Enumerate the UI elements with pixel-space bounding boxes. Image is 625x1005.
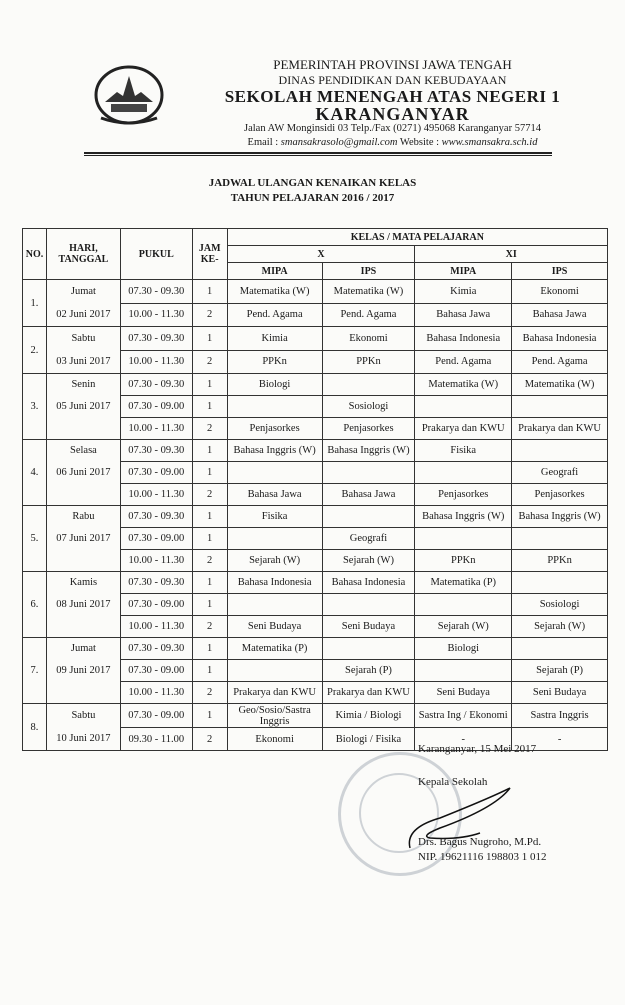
subject-xi-mipa (415, 528, 512, 550)
subject-xi-mipa: Bahasa Jawa (415, 303, 512, 327)
session-number: 1 (192, 440, 227, 462)
session-number: 1 (192, 506, 227, 528)
subject-x-ips: Ekonomi (322, 327, 415, 351)
exam-time: 10.00 - 11.30 (120, 682, 192, 704)
exam-time: 07.30 - 09.30 (120, 572, 192, 594)
subject-xi-mipa (415, 660, 512, 682)
session-number: 1 (192, 462, 227, 484)
subject-x-ips: Bahasa Indonesia (322, 572, 415, 594)
header-no: NO. (23, 229, 47, 280)
subject-xi-mipa (415, 594, 512, 616)
header-class-x: X (227, 246, 415, 263)
subject-xi-ips (512, 440, 608, 462)
exam-time: 07.30 - 09.30 (120, 280, 192, 304)
signer-name: Drs. Bagus Nugroho, M.Pd. (418, 836, 542, 848)
session-number: 1 (192, 396, 227, 418)
day-number: 2. (23, 327, 47, 374)
subject-xi-ips: Matematika (W) (512, 374, 608, 396)
subject-xi-ips: Geografi (512, 462, 608, 484)
day-number: 6. (23, 572, 47, 638)
session-number: 2 (192, 350, 227, 374)
day-number: 7. (23, 638, 47, 704)
exam-date: 07 Juni 2017 (56, 533, 111, 544)
subject-x-mipa: Geo/Sosio/Sastra Inggris (227, 704, 322, 728)
subject-x-ips (322, 506, 415, 528)
table-row (23, 506, 608, 528)
document-subtitle: TAHUN PELAJARAN 2016 / 2017 (230, 192, 395, 204)
subject-xi-ips: Prakarya dan KWU (512, 418, 608, 440)
header-xi-ips: IPS (512, 263, 608, 280)
header-xi-mipa: MIPA (415, 263, 512, 280)
session-number: 2 (192, 616, 227, 638)
day-date-cell (46, 440, 120, 506)
header-jam-ke: JAM KE- (192, 229, 227, 280)
day-name: Sabtu (71, 710, 96, 721)
subject-xi-ips (512, 572, 608, 594)
signer-position: Kepala Sekolah (418, 776, 488, 788)
header-kelas: KELAS / MATA PELAJARAN (227, 229, 607, 246)
subject-xi-mipa: Sastra Ing / Ekonomi (415, 704, 512, 728)
subject-xi-mipa: Matematika (W) (415, 374, 512, 396)
subject-xi-mipa: Bahasa Inggris (W) (415, 506, 512, 528)
subject-x-ips: Matematika (W) (322, 280, 415, 304)
subject-x-ips: Sejarah (P) (322, 660, 415, 682)
subject-xi-ips: Pend. Agama (512, 350, 608, 374)
table-row (23, 704, 608, 728)
subject-x-ips: Penjasorkes (322, 418, 415, 440)
header-x-ips: IPS (322, 263, 415, 280)
day-number: 4. (23, 440, 47, 506)
session-number: 1 (192, 638, 227, 660)
exam-time: 07.30 - 09.00 (120, 396, 192, 418)
day-name: Jumat (70, 286, 96, 297)
school-city: KARANGANYAR (315, 104, 470, 124)
subject-x-mipa: Matematika (W) (227, 280, 322, 304)
subject-xi-mipa: Bahasa Indonesia (415, 327, 512, 351)
subject-xi-mipa: Pend. Agama (415, 350, 512, 374)
day-name: Sabtu (71, 333, 96, 344)
exam-time: 07.30 - 09.00 (120, 528, 192, 550)
subject-xi-ips: Bahasa Jawa (512, 303, 608, 327)
table-row (23, 327, 608, 351)
subject-xi-mipa: Seni Budaya (415, 682, 512, 704)
subject-x-mipa: Bahasa Inggris (W) (227, 440, 322, 462)
subject-xi-ips: Sejarah (W) (512, 616, 608, 638)
subject-xi-mipa: Biologi (415, 638, 512, 660)
subject-xi-ips: Sosiologi (512, 594, 608, 616)
subject-x-mipa: Pend. Agama (227, 303, 322, 327)
subject-xi-mipa: PPKn (415, 550, 512, 572)
subject-x-ips: Bahasa Jawa (322, 484, 415, 506)
subject-x-ips: Pend. Agama (322, 303, 415, 327)
school-name: SEKOLAH MENENGAH ATAS NEGERI 1 (224, 87, 561, 106)
letterhead-divider (84, 152, 552, 156)
subject-x-mipa (227, 462, 322, 484)
exam-time: 07.30 - 09.30 (120, 374, 192, 396)
subject-x-mipa: Bahasa Indonesia (227, 572, 322, 594)
session-number: 1 (192, 704, 227, 728)
subject-x-mipa (227, 660, 322, 682)
subject-xi-ips: Sejarah (P) (512, 660, 608, 682)
subject-x-mipa (227, 396, 322, 418)
email: smansakrasolo@gmail.com (280, 137, 398, 148)
day-date-cell (46, 638, 120, 704)
exam-time: 10.00 - 11.30 (120, 550, 192, 572)
email-label: Email : (247, 137, 281, 148)
table-row (23, 280, 608, 304)
exam-time: 07.30 - 09.00 (120, 594, 192, 616)
subject-xi-ips (512, 396, 608, 418)
exam-schedule-table (22, 228, 608, 751)
subject-xi-mipa: Fisika (415, 440, 512, 462)
exam-time: 07.30 - 09.30 (120, 638, 192, 660)
exam-time: 10.00 - 11.30 (120, 616, 192, 638)
subject-x-ips (322, 374, 415, 396)
session-number: 1 (192, 660, 227, 682)
subject-x-ips (322, 594, 415, 616)
exam-date: 10 Juni 2017 (56, 733, 111, 744)
subject-x-ips: PPKn (322, 350, 415, 374)
subject-xi-mipa (415, 396, 512, 418)
subject-x-mipa: Matematika (P) (227, 638, 322, 660)
subject-x-mipa: Bahasa Jawa (227, 484, 322, 506)
subject-xi-ips: PPKn (512, 550, 608, 572)
session-number: 2 (192, 303, 227, 327)
day-date-cell (46, 506, 120, 572)
subject-x-mipa: Kimia (227, 327, 322, 351)
exam-time: 07.30 - 09.30 (120, 327, 192, 351)
day-number: 3. (23, 374, 47, 440)
subject-x-ips: Seni Budaya (322, 616, 415, 638)
subject-x-ips: Bahasa Inggris (W) (322, 440, 415, 462)
exam-time: 10.00 - 11.30 (120, 418, 192, 440)
session-number: 1 (192, 528, 227, 550)
subject-x-ips: Kimia / Biologi (322, 704, 415, 728)
school-address: Jalan AW Monginsidi 03 Telp./Fax (0271) 495068 Karanganyar 57714 (244, 123, 541, 134)
subject-xi-ips: Bahasa Inggris (W) (512, 506, 608, 528)
day-name: Jumat (70, 643, 96, 654)
exam-date: 08 Juni 2017 (56, 599, 111, 610)
exam-time: 10.00 - 11.30 (120, 484, 192, 506)
exam-time: 10.00 - 11.30 (120, 350, 192, 374)
subject-x-mipa (227, 528, 322, 550)
exam-date: 02 Juni 2017 (56, 309, 111, 320)
header-pukul: PUKUL (120, 229, 192, 280)
subject-xi-ips: Seni Budaya (512, 682, 608, 704)
exam-time: 07.30 - 09.30 (120, 506, 192, 528)
subject-x-mipa: PPKn (227, 350, 322, 374)
session-number: 1 (192, 594, 227, 616)
exam-time: 07.30 - 09.00 (120, 660, 192, 682)
exam-time: 07.30 - 09.30 (120, 440, 192, 462)
subject-xi-mipa: Penjasorkes (415, 484, 512, 506)
exam-date: 09 Juni 2017 (56, 665, 111, 676)
subject-xi-ips (512, 528, 608, 550)
exam-date: 06 Juni 2017 (56, 467, 111, 478)
day-date-cell (46, 374, 120, 440)
session-number: 2 (192, 418, 227, 440)
session-number: 1 (192, 327, 227, 351)
subject-x-mipa: Penjasorkes (227, 418, 322, 440)
exam-date: 05 Juni 2017 (56, 401, 111, 412)
subject-x-ips (322, 638, 415, 660)
exam-time: 09.30 - 11.00 (120, 728, 192, 751)
session-number: 2 (192, 728, 227, 751)
subject-xi-ips: Penjasorkes (512, 484, 608, 506)
subject-x-ips: Geografi (322, 528, 415, 550)
table-row (23, 572, 608, 594)
day-date-cell (46, 572, 120, 638)
subject-x-mipa: Biologi (227, 374, 322, 396)
day-date-cell (46, 327, 120, 374)
table-row (23, 440, 608, 462)
table-row (23, 374, 608, 396)
day-number: 8. (23, 704, 47, 751)
subject-xi-ips: - (512, 728, 608, 751)
subject-xi-ips: Bahasa Indonesia (512, 327, 608, 351)
document-title: JADWAL ULANGAN KENAIKAN KELAS (208, 177, 417, 189)
subject-xi-ips: Ekonomi (512, 280, 608, 304)
subject-x-mipa: Sejarah (W) (227, 550, 322, 572)
subject-xi-ips (512, 638, 608, 660)
header-class-xi: XI (415, 246, 608, 263)
subject-x-mipa: Ekonomi (227, 728, 322, 751)
subject-x-ips (322, 462, 415, 484)
subject-x-ips: Sosiologi (322, 396, 415, 418)
subject-xi-mipa: Sejarah (W) (415, 616, 512, 638)
signer-nip: NIP. 19621116 198803 1 012 (418, 851, 547, 863)
session-number: 1 (192, 572, 227, 594)
exam-date: 03 Juni 2017 (56, 356, 111, 367)
day-name: Rabu (72, 511, 95, 522)
subject-xi-mipa: Prakarya dan KWU (415, 418, 512, 440)
website-label: Website : (397, 137, 442, 148)
website: www.smansakra.sch.id (441, 137, 538, 148)
session-number: 2 (192, 484, 227, 506)
exam-time: 07.30 - 09.00 (120, 462, 192, 484)
exam-time: 07.30 - 09.00 (120, 704, 192, 728)
subject-x-ips: Sejarah (W) (322, 550, 415, 572)
day-name: Senin (71, 379, 96, 390)
subject-xi-mipa (415, 462, 512, 484)
day-name: Selasa (70, 445, 97, 456)
subject-xi-ips: Sastra Inggris (512, 704, 608, 728)
subject-x-mipa: Prakarya dan KWU (227, 682, 322, 704)
day-date-cell (46, 704, 120, 751)
subject-xi-mipa: Kimia (415, 280, 512, 304)
table-row (23, 638, 608, 660)
header-hari-tanggal: HARI, TANGGAL (46, 229, 120, 280)
subject-x-mipa: Seni Budaya (227, 616, 322, 638)
day-number: 5. (23, 506, 47, 572)
day-number: 1. (23, 280, 47, 327)
header-x-mipa: MIPA (227, 263, 322, 280)
letterhead-line2: DINAS PENDIDIKAN DAN KEBUDAYAAN (278, 73, 507, 87)
subject-xi-mipa: Matematika (P) (415, 572, 512, 594)
session-number: 1 (192, 280, 227, 304)
day-date-cell (46, 280, 120, 327)
subject-xi-mipa: - (415, 728, 512, 751)
subject-x-ips: Biologi / Fisika (322, 728, 415, 751)
session-number: 2 (192, 682, 227, 704)
session-number: 2 (192, 550, 227, 572)
school-contact (80, 137, 625, 148)
exam-time: 10.00 - 11.30 (120, 303, 192, 327)
subject-x-mipa: Fisika (227, 506, 322, 528)
place-date: Karanganyar, 15 Mei 2017 (418, 743, 537, 755)
subject-x-ips: Prakarya dan KWU (322, 682, 415, 704)
session-number: 1 (192, 374, 227, 396)
day-name: Kamis (69, 577, 98, 588)
subject-x-mipa (227, 594, 322, 616)
letterhead-line1: PEMERINTAH PROVINSI JAWA TENGAH (273, 57, 512, 72)
